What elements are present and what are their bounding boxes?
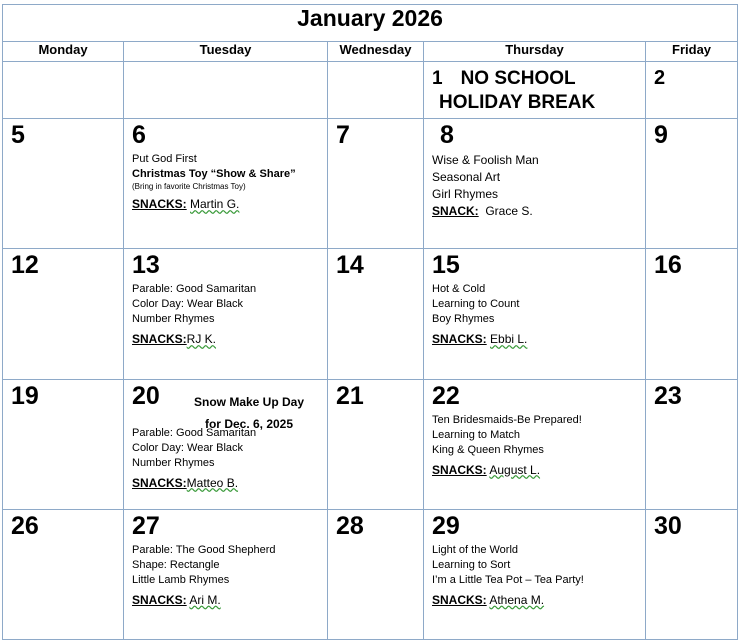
activity-line: Learning to Count — [432, 298, 520, 311]
activity-line: Seasonal Art — [432, 170, 501, 185]
day-cell — [646, 509, 738, 639]
day-number: 6 — [132, 121, 146, 150]
day-cell — [646, 249, 738, 379]
activity-line: Girl Rhymes — [432, 187, 499, 202]
day-cell — [424, 119, 646, 249]
activity-line: King & Queen Rhymes — [432, 443, 544, 456]
day-cell — [124, 379, 328, 509]
day-number: 20 — [132, 381, 160, 410]
snack-line — [132, 476, 327, 491]
activity-line: Parable: The Good Shepherd — [132, 543, 276, 556]
snack-name: Martin G. — [190, 197, 240, 212]
day-number: 1 — [432, 67, 443, 89]
day-cell — [424, 509, 646, 639]
activity-line: Ten Bridesmaids-Be Prepared! — [432, 413, 582, 426]
activity-line: Number Rhymes — [132, 313, 215, 326]
activity-line: Hot & Cold — [432, 283, 486, 296]
day-cell-empty — [3, 61, 124, 119]
day-cell — [124, 249, 328, 379]
activity-line: Learning to Match — [432, 428, 521, 441]
day-number: 14 — [336, 251, 364, 280]
makeup-note-line: for Dec. 6, 2025 — [204, 416, 294, 431]
snack-line — [432, 593, 645, 608]
activity-line: Color Day: Wear Black — [132, 441, 244, 454]
holiday-notice — [432, 67, 595, 115]
day-activities — [424, 278, 645, 347]
activity-line: I’m a Little Tea Pot – Tea Party! — [432, 573, 584, 586]
day-cell — [3, 379, 124, 509]
calendar-title: January 2026 — [3, 5, 738, 42]
day-cell — [646, 61, 738, 119]
snack-label: SNACKS: — [132, 592, 187, 607]
day-number: 30 — [654, 511, 682, 540]
snack-line — [132, 593, 327, 608]
day-cell — [424, 379, 646, 509]
day-cell — [328, 379, 424, 509]
day-number: 13 — [132, 251, 160, 280]
activity-line: Shape: Rectangle — [132, 558, 220, 571]
snack-name: Matteo B. — [186, 475, 239, 490]
day-number: 12 — [11, 251, 39, 280]
day-number: 29 — [432, 511, 460, 540]
activity-line: Parable: Good Samaritan — [132, 283, 257, 296]
activity-line: Wise & Foolish Man — [432, 153, 539, 168]
day-cell — [3, 119, 124, 249]
snack-label: SNACK: — [432, 204, 479, 219]
day-cell — [124, 509, 328, 639]
day-cell — [328, 119, 424, 249]
snack-line — [432, 332, 645, 347]
weekday-monday: Monday — [3, 42, 124, 61]
day-number: 28 — [336, 511, 364, 540]
day-cell — [328, 509, 424, 639]
day-activities — [124, 539, 327, 608]
day-number: 9 — [654, 121, 668, 150]
holiday-line: NO SCHOOL — [460, 67, 576, 89]
snack-name: Ari M. — [189, 592, 221, 607]
snack-label: SNACKS: — [432, 332, 487, 347]
calendar-table — [2, 4, 738, 640]
snack-line — [132, 197, 327, 212]
day-activities — [424, 148, 645, 220]
snack-name: Ebbi L. — [490, 332, 528, 347]
activity-line: Put God First — [132, 153, 197, 166]
day-cell — [3, 249, 124, 379]
activity-line: Light of the World — [432, 543, 519, 556]
snack-name: Grace S. — [485, 204, 533, 219]
weekday-friday: Friday — [646, 42, 738, 61]
snack-name: August L. — [489, 462, 541, 477]
snack-label: SNACKS: — [432, 592, 487, 607]
snack-line — [132, 332, 327, 347]
snack-line — [432, 463, 645, 478]
day-number: 19 — [11, 381, 39, 410]
day-activities — [124, 278, 327, 347]
holiday-line: HOLIDAY BREAK — [439, 91, 596, 113]
day-number: 7 — [336, 121, 350, 150]
snack-line — [432, 203, 645, 220]
activity-line: Boy Rhymes — [432, 313, 495, 326]
day-number: 15 — [432, 251, 460, 280]
activity-line: Little Lamb Rhymes — [132, 573, 230, 586]
snack-label: SNACKS: — [132, 475, 187, 490]
activity-line: Color Day: Wear Black — [132, 298, 244, 311]
activity-line: Learning to Sort — [432, 558, 511, 571]
snack-label: SNACKS: — [432, 462, 487, 477]
day-cell — [424, 61, 646, 119]
snack-label: SNACKS: — [132, 332, 187, 347]
activity-line: Parable: Good Samaritan — [132, 426, 257, 439]
day-cell — [424, 249, 646, 379]
day-activities — [424, 409, 645, 478]
day-cell-empty — [124, 61, 328, 119]
snack-label: SNACKS: — [132, 197, 187, 212]
weekday-tuesday: Tuesday — [124, 42, 328, 61]
activity-note: (Bring in favorite Christmas Toy) — [132, 182, 246, 192]
day-activities — [124, 148, 327, 212]
day-cell-empty — [328, 61, 424, 119]
day-number: 21 — [336, 381, 364, 410]
day-cell — [646, 119, 738, 249]
snack-name: RJ K. — [186, 332, 217, 347]
day-cell — [124, 119, 328, 249]
day-number: 8 — [440, 121, 454, 150]
day-cell — [3, 509, 124, 639]
day-number: 26 — [11, 511, 39, 540]
weekday-wednesday: Wednesday — [328, 42, 424, 61]
snack-name: Athena M. — [489, 592, 545, 607]
activity-line: Number Rhymes — [132, 456, 215, 469]
weekday-thursday: Thursday — [424, 42, 646, 61]
day-number: 2 — [654, 66, 666, 89]
day-number: 23 — [654, 381, 682, 410]
makeup-day-note — [194, 391, 304, 435]
day-number: 5 — [11, 121, 25, 150]
day-cell — [646, 379, 738, 509]
day-cell — [328, 249, 424, 379]
activity-line: Christmas Toy “Show & Share” — [132, 168, 296, 181]
makeup-note-line: Snow Make Up Day — [194, 394, 305, 409]
day-number: 27 — [132, 511, 160, 540]
day-number: 22 — [432, 381, 460, 410]
day-activities — [424, 539, 645, 608]
day-number: 16 — [654, 251, 682, 280]
